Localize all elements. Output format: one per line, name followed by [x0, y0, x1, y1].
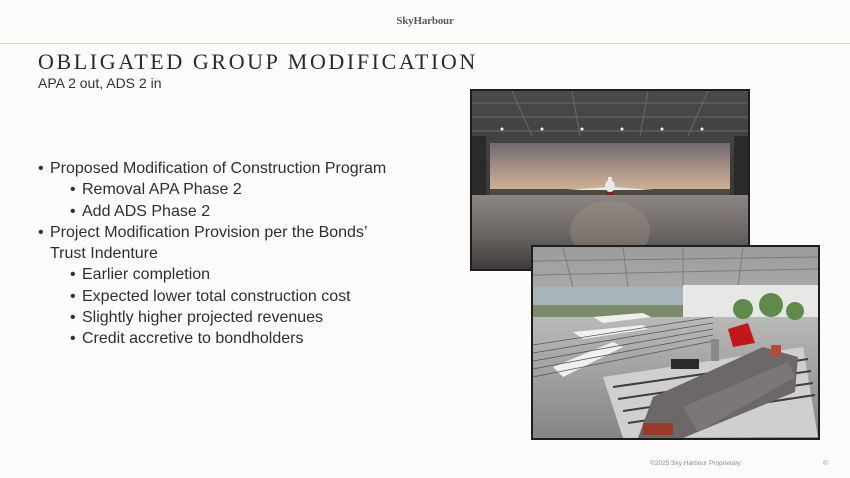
bullet-continuation: [38, 243, 438, 264]
bullet-text: Proposed Modification of Construction Program: [50, 160, 387, 177]
bullet-text: Project Modification Provision per the Bonds’: [50, 223, 368, 241]
slide-subtitle: APA 2 out, ADS 2 in: [38, 75, 162, 91]
bullet-text: Removal APA Phase 2: [82, 181, 242, 199]
hangar-lounge-photo: [531, 245, 820, 440]
hangar-lounge-image: [533, 247, 818, 438]
bullet-glyph: •: [70, 266, 76, 284]
header-divider: [0, 43, 850, 44]
company-logo: SkyHarbour: [396, 15, 454, 27]
footer-page-mark: ©: [823, 460, 828, 467]
bullet-list: [38, 158, 438, 350]
bullet-text: Credit accretive to bondholders: [82, 330, 304, 348]
slide-title: OBLIGATED GROUP MODIFICATION: [38, 49, 478, 74]
bullet-glyph: •: [70, 181, 76, 199]
bullet-glyph: •: [38, 223, 44, 241]
sub-bullet-item: [38, 179, 438, 200]
bullet-text: Add ADS Phase 2: [82, 202, 211, 220]
bullet-text: Earlier completion: [82, 266, 211, 284]
hangar-with-jet-photo: [470, 89, 750, 271]
bullet-glyph: •: [70, 309, 76, 327]
footer-copyright: ©2025 Sky Harbour Proprietary: [650, 460, 741, 467]
bullet-item: [38, 158, 438, 179]
bullet-glyph: •: [38, 160, 44, 177]
hangar-with-jet-image: [472, 91, 748, 269]
bullet-glyph: •: [70, 202, 76, 220]
bullet-text: Expected lower total construction cost: [82, 287, 351, 305]
bullet-text: Trust Indenture: [50, 245, 158, 263]
sub-bullet-item: [38, 286, 438, 307]
sub-bullet-item: [38, 201, 438, 222]
bullet-glyph: •: [70, 287, 76, 305]
sub-bullet-item: [38, 264, 438, 285]
bullet-item: [38, 222, 438, 243]
bullet-text: Slightly higher projected revenues: [82, 309, 324, 327]
sub-bullet-item: [38, 328, 438, 349]
bullet-glyph: •: [70, 330, 76, 348]
sub-bullet-item: [38, 307, 438, 328]
